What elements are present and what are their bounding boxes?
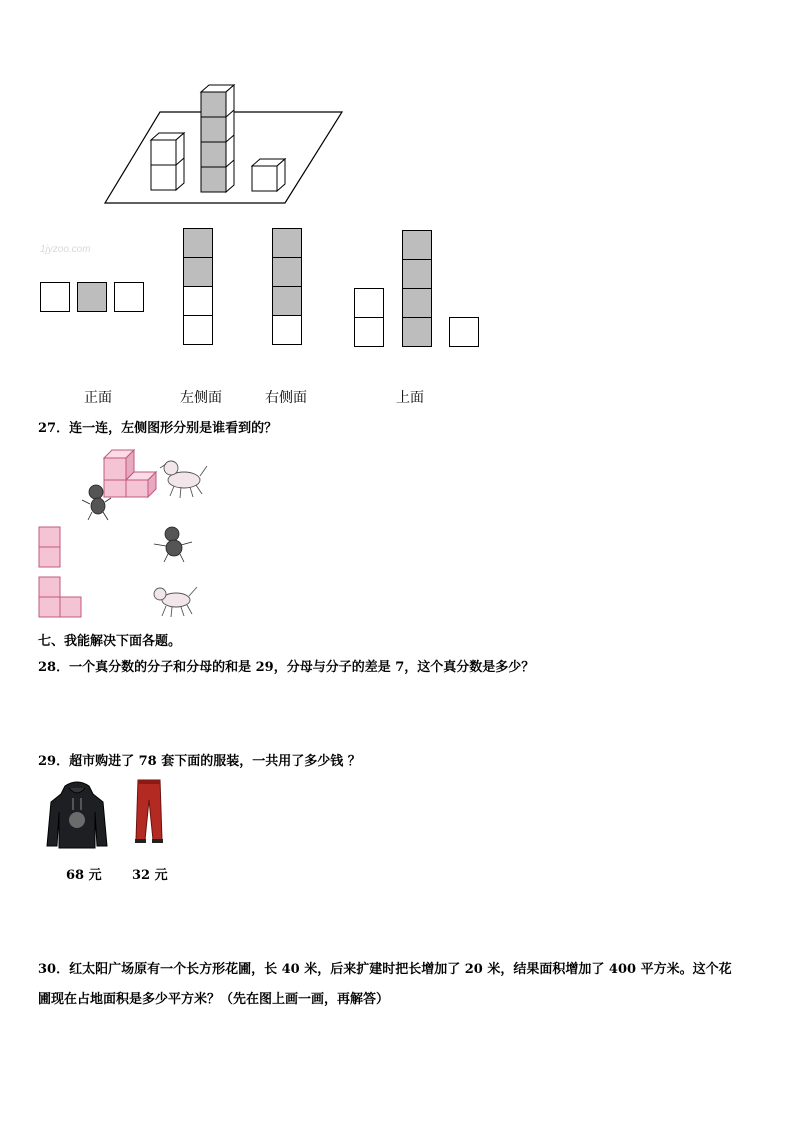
view-label-front: 正面 bbox=[84, 390, 112, 406]
pants-price: 32 元 bbox=[132, 868, 168, 883]
question-30-line2: 圃现在占地面积是多少平方米？（先在图上画一画，再解答） bbox=[38, 992, 390, 1007]
pants-image bbox=[132, 778, 166, 844]
dog-icon bbox=[160, 461, 207, 498]
hoodie-price: 68 元 bbox=[66, 868, 102, 883]
monkey-icon bbox=[150, 524, 196, 564]
section-7-heading: 七、我能解决下面各题。 bbox=[38, 634, 182, 649]
watermark: 1jyzoo.com bbox=[40, 244, 91, 255]
block-arrangement-figure bbox=[100, 80, 350, 210]
option-shape-l bbox=[38, 576, 84, 620]
view-label-right: 右侧面 bbox=[265, 390, 307, 406]
dog-icon bbox=[150, 580, 200, 620]
question-29: 29．超市购进了 78 套下面的服装，一共用了多少钱 ？ bbox=[38, 754, 361, 769]
question-27: 27．连一连，左侧图形分别是谁看到的？ bbox=[38, 421, 278, 436]
pink-blocks-figure bbox=[76, 446, 211, 524]
question-30-line1: 30．红太阳广场原有一个长方形花圃，长 40 米，后来扩建时把长增加了 20 米，结果面积增加了 400 平方米。这个花 bbox=[38, 962, 732, 977]
view-label-left: 左侧面 bbox=[180, 390, 222, 406]
hoodie-image bbox=[45, 780, 109, 850]
view-label-top: 上面 bbox=[396, 390, 424, 406]
option-shape-vertical bbox=[38, 526, 62, 570]
question-28: 28．一个真分数的分子和分母的和是 29，分母与分子的差是 7，这个真分数是多少？ bbox=[38, 660, 535, 675]
